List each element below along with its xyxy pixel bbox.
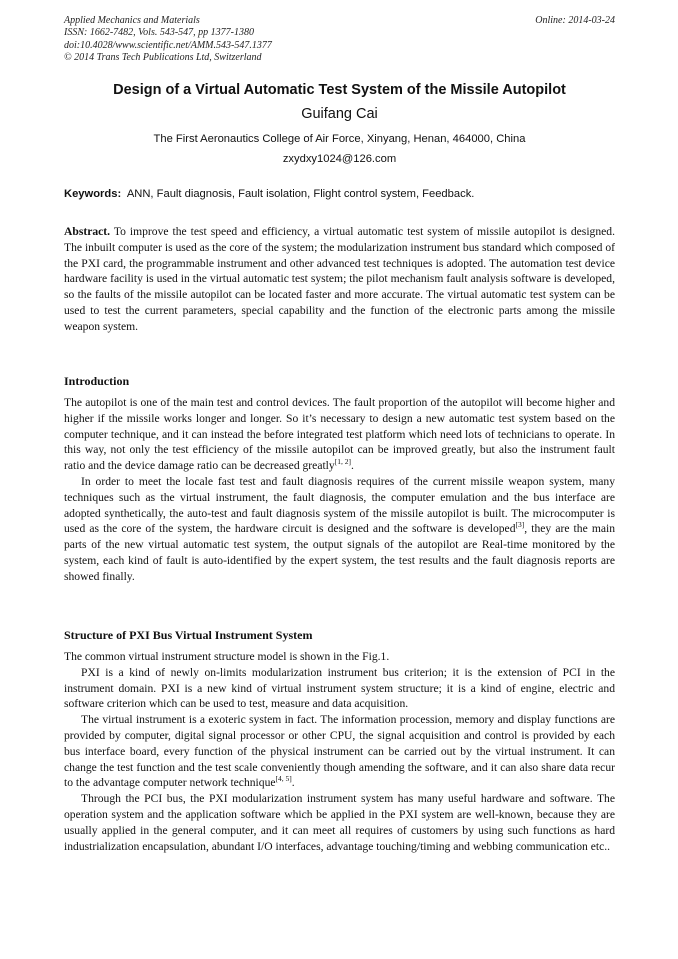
citation-4-5[interactable]: [4, 5]: [275, 774, 292, 784]
pxi-paragraph-1: The common virtual instrument structure model is shown in the Fig.1.: [64, 650, 390, 663]
intro-paragraph-2: [64, 474, 615, 585]
pxi-paragraph-3: [64, 712, 615, 791]
doi-line: doi:10.4028/www.scientific.net/AMM.543-547.1377: [64, 39, 272, 51]
online-date: Online: 2014-03-24: [535, 15, 615, 26]
pxi-structure-body: [64, 649, 615, 854]
journal-header: [64, 15, 615, 65]
citation-3[interactable]: [3]: [515, 520, 525, 530]
pxi-structure-heading: Structure of PXI Bus Virtual Instrument System: [64, 628, 313, 642]
introduction-body: [64, 395, 615, 585]
journal-name: Applied Mechanics and Materials: [64, 15, 200, 26]
pxi-paragraph-2: PXI is a kind of newly on-limits modularization instrument bus criterion; it is the extension of PCI in the instrument domain. PXI is a new kind of virtual instrument system structure; it is a kind of engine, electric and software criterion which can be used to test, measure and data acquisition.: [64, 665, 615, 711]
copyright-line: © 2014 Trans Tech Publications Ltd, Switzerland: [64, 52, 262, 64]
citation-1-2[interactable]: [1, 2]: [334, 457, 351, 467]
pxi-paragraph-4: Through the PCI bus, the PXI modularization instrument system has many useful hardware and software. The operation system and the application software which be applied in the PXI system are well-known, because they are usually applied in the general computer, and it can meet all requires of customers by using such functions as hard industrialization encapsulation, abundant I/O interfaces, advantage touching/timing and webbing communication etc..: [64, 792, 615, 853]
keywords: [64, 186, 615, 202]
author-name: Guifang Cai: [301, 106, 378, 122]
intro-p2-text: In order to meet the locale fast test and fault diagnosis requires of the current missile weapon system, many techniques such as the virtual instrument, the fault diagnosis, the computer emulation and the bus interface are adopted synthetically, the auto-test and fault diagnosis system of the missile autopilot is built. The microcomputer is used as the core of the system, the hardware circuit is designed and the software is developed: [64, 474, 615, 536]
intro-p2-text-cont: , they are the main parts of the new virtual automatic test system, the output signals of the autopilot are Real-time monitored by the system, each kind of fault is auto-identified by the expert system, the test results and the fault diagnosis reports are showed finally.: [64, 522, 616, 583]
issn-line: ISSN: 1662-7482, Vols. 543-547, pp 1377-1380: [64, 27, 254, 39]
keywords-text: ANN, Fault diagnosis, Fault isolation, Flight control system, Feedback.: [126, 188, 475, 200]
pxi-p3-end: .: [291, 776, 295, 790]
abstract-text: To improve the test speed and efficiency, a virtual automatic test system of missile autopilot is designed. The inbuilt computer is used as the core of the system; the modularization instrument bus standard which composed of the PXI card, the programmable instrument and other advanced test techniques is adopted. The automation test device hardware facility is used in the virtual automatic test system; the pilot mechanism fault analysis software is developed, so the faults of the missile autopilot can be located faster and more accurate. The virtual automatic test system can be used to test the current parameters, special capability and the function of the electronic parts among the missile weapon system.: [64, 225, 615, 333]
author-affiliation: The First Aeronautics College of Air Force, Xinyang, Henan, 464000, China: [153, 133, 526, 145]
pxi-p3-text: The virtual instrument is a exoteric system in fact. The information procession, memory and display functions are provided by computer, digital signal processor or other CPU, the signal acquisition and control is provided by each bus interface board, every function of the physical instrument can be carried out by the virtual instrument. It can change the test function and the test scale conveniently though amending the software, and it can also share data recur to the advantage computer network technique: [64, 713, 615, 790]
intro-paragraph-1: [64, 395, 615, 474]
keywords-label: Keywords:: [64, 188, 122, 200]
abstract-label: Abstract.: [64, 225, 111, 238]
intro-p1-text: The autopilot is one of the main test and control devices. The fault proportion of the autopilot will become higher and higher if the missile works longer and longer. So it’s necessary to design a new automatic test system based on the computer technique, and it can instead the before integrated test platform which need lots of technicians to operate. In this way, not only the test efficiency of the missile autopilot can be improved greatly, but also the instrument fault ratio and the device damage ratio can be decreased greatly: [64, 396, 615, 473]
intro-p1-end: .: [350, 459, 354, 473]
paper-title: Design of a Virtual Automatic Test System of the Missile Autopilot: [113, 82, 566, 98]
author-email[interactable]: zxydxy1024@126.com: [282, 153, 397, 165]
abstract: [64, 224, 615, 335]
introduction-heading: Introduction: [64, 374, 130, 388]
